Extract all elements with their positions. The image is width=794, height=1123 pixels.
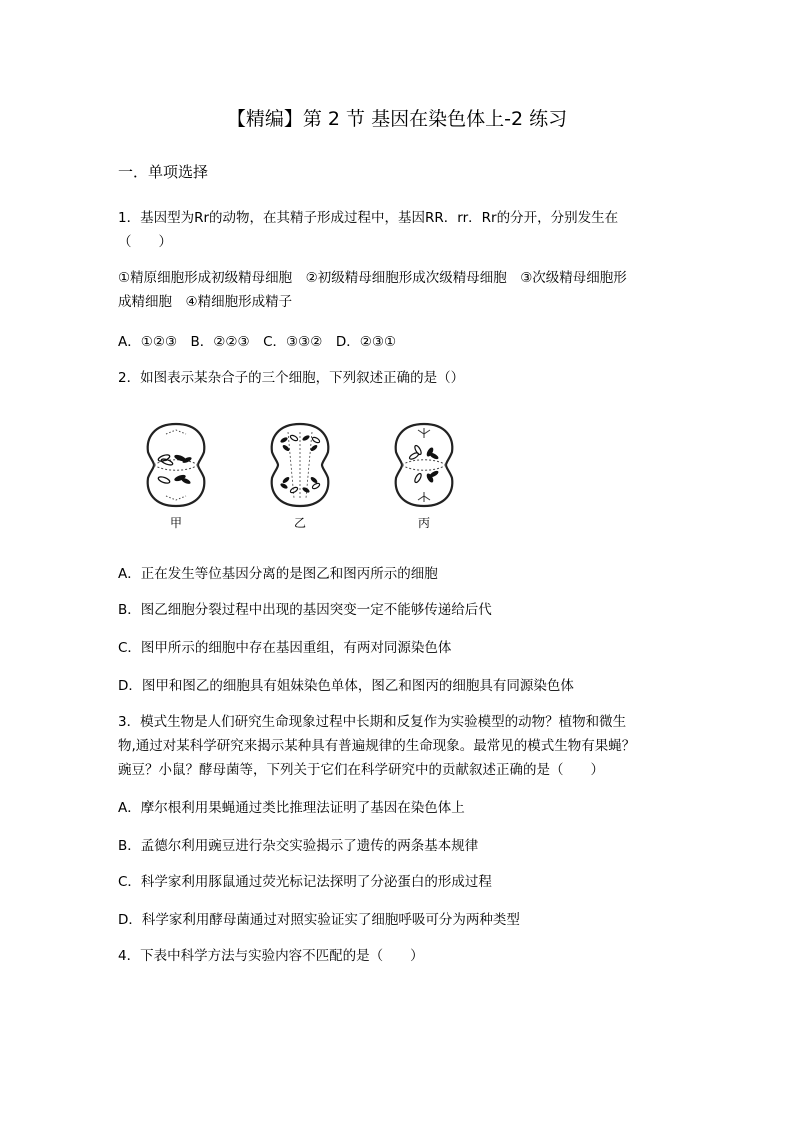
question-1-statements-line1: ①精原细胞形成初级精母细胞 ②初级精母细胞形成次级精母细胞 ③次级精母细胞形 xyxy=(118,270,627,286)
question-2-option-d: D．图甲和图乙的细胞具有姐妹染色单体，图乙和图丙的细胞具有同源染色体 xyxy=(118,678,574,694)
question-3-stem-line1: 3．模式生物是人们研究生命现象过程中长期和反复作为实验模型的动物？植物和微生 xyxy=(118,714,627,730)
question-3-option-a: A．摩尔根利用果蝇通过类比推理法证明了基因在染色体上 xyxy=(118,800,465,816)
question-3-stem-line2: 物,通过对某科学研究来揭示某种具有普遍规律的生命现象。最常见的模式生物有果蝇？ xyxy=(118,738,636,754)
cell-yi-drawing xyxy=(264,418,336,512)
question-3-stem-line3: 豌豆？小鼠？酵母菌等，下列关于它们在科学研究中的贡献叙述正确的是（ ） xyxy=(118,762,604,778)
question-1-stem-line2: （ ） xyxy=(118,234,172,250)
question-3-option-b: B．孟德尔利用豌豆进行杂交实验揭示了遗传的两条基本规律 xyxy=(118,838,479,854)
cell-label-yi: 乙 xyxy=(293,516,306,530)
cell-jia xyxy=(140,418,212,536)
question-1-statements-line2: 成精细胞 ④精细胞形成精子 xyxy=(118,294,293,310)
cell-label-bing: 丙 xyxy=(417,516,430,530)
cell-bing xyxy=(388,418,460,536)
question-2-stem: 2．如图表示某杂合子的三个细胞，下列叙述正确的是（） xyxy=(118,370,465,386)
question-3-stem xyxy=(118,710,683,782)
cell-division-figure xyxy=(140,418,470,536)
question-2-option-a: A．正在发生等位基因分离的是图乙和图丙所示的细胞 xyxy=(118,566,438,582)
cell-jia-drawing xyxy=(140,418,212,512)
question-3-option-c: C．科学家利用豚鼠通过荧光标记法探明了分泌蛋白的形成过程 xyxy=(118,874,492,890)
question-2-option-b: B．图乙细胞分裂过程中出现的基因突变一定不能够传递给后代 xyxy=(118,602,492,618)
question-3-option-d: D．科学家利用酵母菌通过对照实验证实了细胞呼吸可分为两种类型 xyxy=(118,912,520,928)
question-1-options: A．①②③ B．②②③ C．③③② D．②③① xyxy=(118,334,397,350)
cell-bing-drawing xyxy=(388,418,460,512)
question-1-statements xyxy=(118,266,683,314)
cell-label-jia: 甲 xyxy=(169,516,182,530)
section-heading: 一．单项选择 xyxy=(118,163,209,181)
question-1-stem xyxy=(118,206,683,254)
question-2-option-c: C．图甲所示的细胞中存在基因重组，有两对同源染色体 xyxy=(118,640,452,656)
question-4-stem: 4．下表中科学方法与实验内容不匹配的是（ ） xyxy=(118,948,424,964)
page-title: 【精编】第 2 节 基因在染色体上-2 练习 xyxy=(226,108,568,130)
question-1-stem-line1: 1．基因型为Rr的动物，在其精子形成过程中，基因RR．rr．Rr的分开，分别发生在 xyxy=(118,210,619,226)
cell-yi xyxy=(264,418,336,536)
